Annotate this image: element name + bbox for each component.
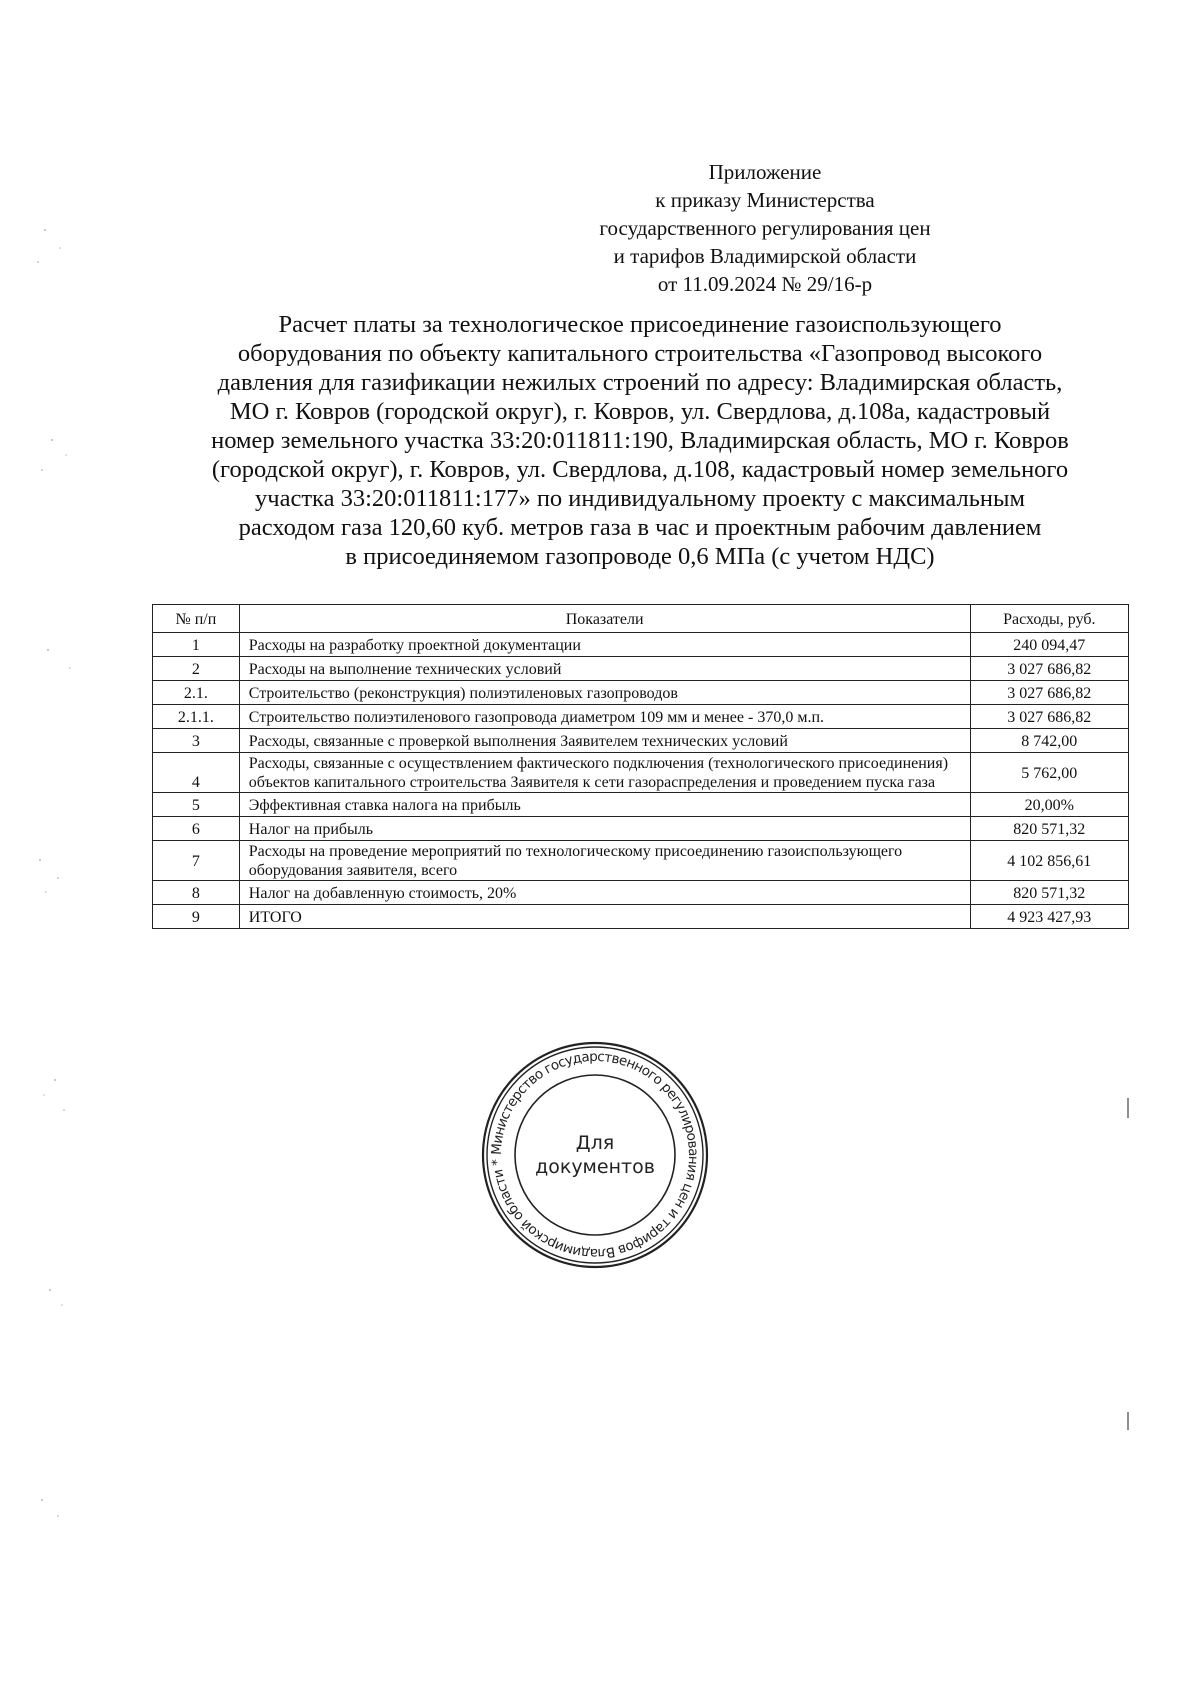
row-desc: Расходы, связанные с осуществлением фактического подключения (технологического присоединения) объектов капитального строительства Заявителя к сети газораспределения и проведением пуска газа bbox=[239, 753, 970, 793]
header-indicator: Показатели bbox=[239, 605, 970, 633]
title-line: оборудования по объекту капитального строительства «Газопровод высокого bbox=[237, 340, 1043, 367]
row-value: 240 094,47 bbox=[970, 633, 1128, 657]
row-num: 3 bbox=[153, 729, 240, 753]
title-line: расходом газа 120,60 куб. метров газа в час и проектным рабочим давлением bbox=[238, 514, 1042, 541]
row-desc: Расходы на выполнение технических условий bbox=[239, 657, 970, 681]
row-desc: Строительство (реконструкция) полиэтиленовых газопроводов bbox=[239, 681, 970, 705]
row-desc: ИТОГО bbox=[239, 905, 970, 929]
title-line: Расчет платы за технологическое присоединение газоиспользующего bbox=[278, 311, 1002, 338]
title-line: давления для газификации нежилых строений по адресу: Владимирская область, bbox=[217, 369, 1063, 396]
row-value: 4 102 856,61 bbox=[970, 841, 1128, 881]
title-line: номер земельного участка 33:20:011811:190, Владимирская область, МО г. Ковров bbox=[211, 427, 1069, 454]
row-value: 20,00% bbox=[970, 793, 1128, 817]
row-num: 2.1. bbox=[153, 681, 240, 705]
row-value: 3 027 686,82 bbox=[970, 657, 1128, 681]
title-line: (городской округ), г. Ковров, ул. Свердлова, д.108, кадастровый номер земельного bbox=[211, 456, 1069, 483]
row-desc: Строительство полиэтиленового газопровода диаметром 109 мм и менее - 370,0 м.п. bbox=[239, 705, 970, 729]
row-value: 820 571,32 bbox=[970, 881, 1128, 905]
row-value: 8 742,00 bbox=[970, 729, 1128, 753]
title-line: в присоединяемом газопроводе 0,6 МПа (с учетом НДС) bbox=[345, 543, 935, 570]
header-num: № п/п bbox=[153, 605, 240, 633]
title-line: участка 33:20:011811:177» по индивидуальному проекту с максимальным bbox=[255, 485, 1025, 512]
stamp-ring-text: Министерство государственного регулирования цен и тарифов Владимирской области * bbox=[488, 1048, 702, 1262]
row-num: 4 bbox=[153, 753, 240, 793]
appendix-line: от 11.09.2024 № 29/16-р bbox=[657, 272, 873, 296]
appendix-line: и тарифов Владимирской области bbox=[613, 244, 917, 268]
row-num: 1 bbox=[153, 633, 240, 657]
appendix-line: к приказу Министерства bbox=[655, 188, 875, 212]
row-desc: Налог на прибыль bbox=[239, 817, 970, 841]
row-value: 820 571,32 bbox=[970, 817, 1128, 841]
appendix-line: Приложение bbox=[708, 160, 822, 184]
row-value: 5 762,00 bbox=[970, 753, 1128, 793]
row-num: 8 bbox=[153, 881, 240, 905]
row-num: 2 bbox=[153, 657, 240, 681]
row-desc: Расходы, связанные с проверкой выполнения Заявителем технических условий bbox=[239, 729, 970, 753]
row-num: 6 bbox=[153, 817, 240, 841]
row-num: 5 bbox=[153, 793, 240, 817]
row-num: 2.1.1. bbox=[153, 705, 240, 729]
row-desc: Расходы на проведение мероприятий по технологическому присоединению газоиспользующего оборудования заявителя, всего bbox=[239, 841, 970, 881]
stamp-center-line-2: документов bbox=[535, 1156, 655, 1178]
stamp-center-line-1: Для bbox=[575, 1132, 615, 1154]
row-value: 4 923 427,93 bbox=[970, 905, 1128, 929]
row-num: 9 bbox=[153, 905, 240, 929]
row-desc: Налог на добавленную стоимость, 20% bbox=[239, 881, 970, 905]
row-value: 3 027 686,82 bbox=[970, 705, 1128, 729]
appendix-line: государственного регулирования цен bbox=[599, 216, 931, 240]
row-desc: Расходы на разработку проектной документации bbox=[239, 633, 970, 657]
row-desc: Эффективная ставка налога на прибыль bbox=[239, 793, 970, 817]
header-expense: Расходы, руб. bbox=[970, 605, 1128, 633]
title-line: МО г. Ковров (городской округ), г. Ковров, ул. Свердлова, д.108а, кадастровый bbox=[229, 398, 1051, 425]
row-num: 7 bbox=[153, 841, 240, 881]
row-value: 3 027 686,82 bbox=[970, 681, 1128, 705]
